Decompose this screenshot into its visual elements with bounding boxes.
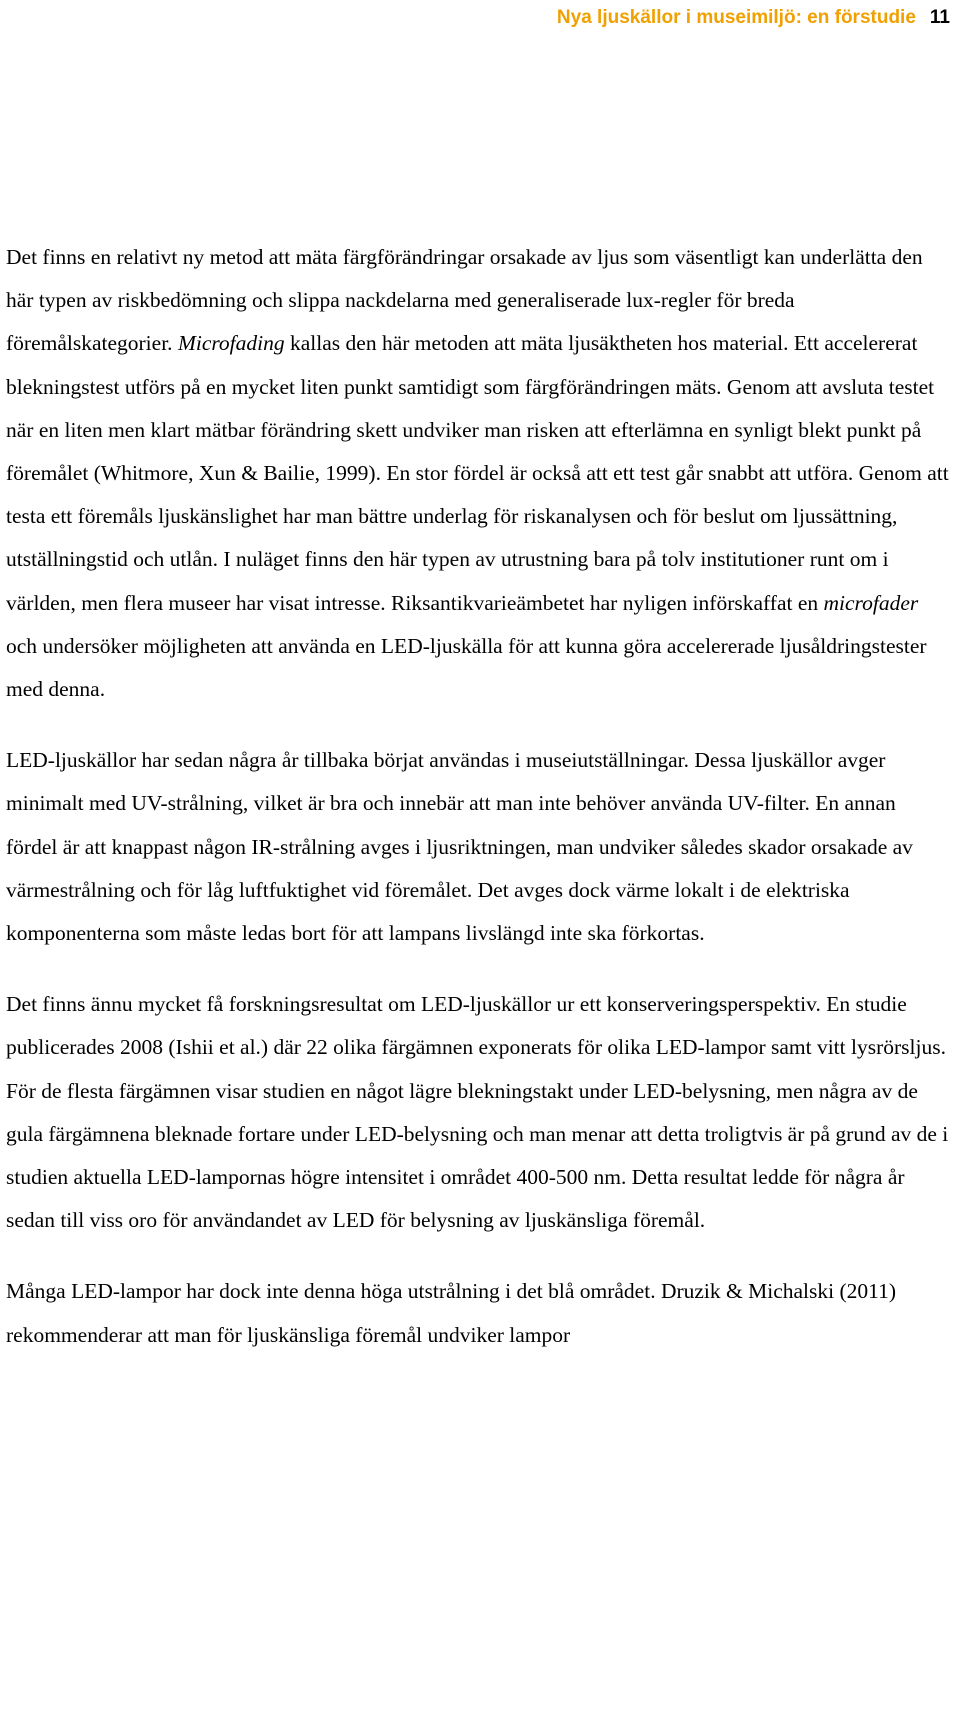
paragraph-text: Det finns en relativt ny metod att mäta färgförändringar orsakade av ljus som väsentligt kan underlätta den här typen av riskbedömning och slippa nackdelarna med generaliserade lux-regler för breda föremålskategorier. <box>6 245 923 356</box>
running-title: Nya ljuskällor i museimiljö: en förstudie <box>556 7 916 28</box>
page-number: 11 <box>929 7 950 28</box>
paragraph-research-results: Det finns ännu mycket få forskningsresultat om LED-ljuskällor ur ett konserveringsperspektiv. En studie publicerades 2008 (Ishii et al.) där 22 olika färgämnen exponerats för olika LED-lampor samt vitt lysrörsljus. För de flesta färgämnen visar studien en något lägre blekningstakt under LED-belysning, men några av de gula färgämnena bleknade fortare under LED-belysning och man menar att detta troligtvis är på grund av de i studien aktuella LED-lampornas högre intensitet i området 400-500 nm. Detta resultat ledde för några år sedan till viss oro för användandet av LED för belysning av ljuskänsliga föremål. <box>6 992 949 1233</box>
italic-term-microfading: Microfading <box>177 331 285 356</box>
paragraph-led-advantages: LED-ljuskällor har sedan några år tillbaka börjat användas i museiutställningar. Dessa ljuskällor avger minimalt med UV-strålning, vilket är bra och innebär att man inte behöver använda UV-filter. En annan fördel är att knappast någon IR-strålning avges i ljusriktningen, man undviker således skador orsakade av värmestrålning och för låg luftfuktighet vid föremålet. Det avges dock värme lokalt i de elektriska komponenterna som måste ledas bort för att lampans livslängd inte ska förkortas. <box>6 748 913 946</box>
italic-term-microfader: microfader <box>823 590 919 615</box>
paragraph-blue-emission: Många LED-lampor har dock inte denna höga utstrålning i det blå området. Druzik & Michalski (2011) rekommenderar att man för ljuskänsliga föremål undviker lampor <box>6 1279 897 1347</box>
body-text <box>6 236 950 1385</box>
running-header <box>557 4 950 32</box>
paragraph-text: kallas den här metoden att mäta ljusäktheten hos material. Ett accelererat blekningstest utförs på en mycket liten punkt samtidigt som färgförändringen mäts. Genom att avsluta testet när en liten men klart mätbar förändring skett undviker man risken att efterlämna en synligt blekt punkt på föremålet (Whitmore, Xun & Bailie, 1999). En stor fördel är också att ett test går snabbt att utföra. Genom att testa ett föremåls ljuskänslighet har man bättre underlag för riskanalysen och för beslut om ljussättning, utställningstid och utlån. I nuläget finns den här typen av utrustning bara på tolv institutioner runt om i världen, men flera museer har visat intresse. Riksantikvarieämbetet har nyligen införskaffat en <box>6 331 949 615</box>
paragraph-microfading <box>6 236 950 711</box>
paragraph-text: och undersöker möjligheten att använda en LED-ljuskälla för att kunna göra accelererade ljusåldringstester med denna. <box>6 633 927 702</box>
